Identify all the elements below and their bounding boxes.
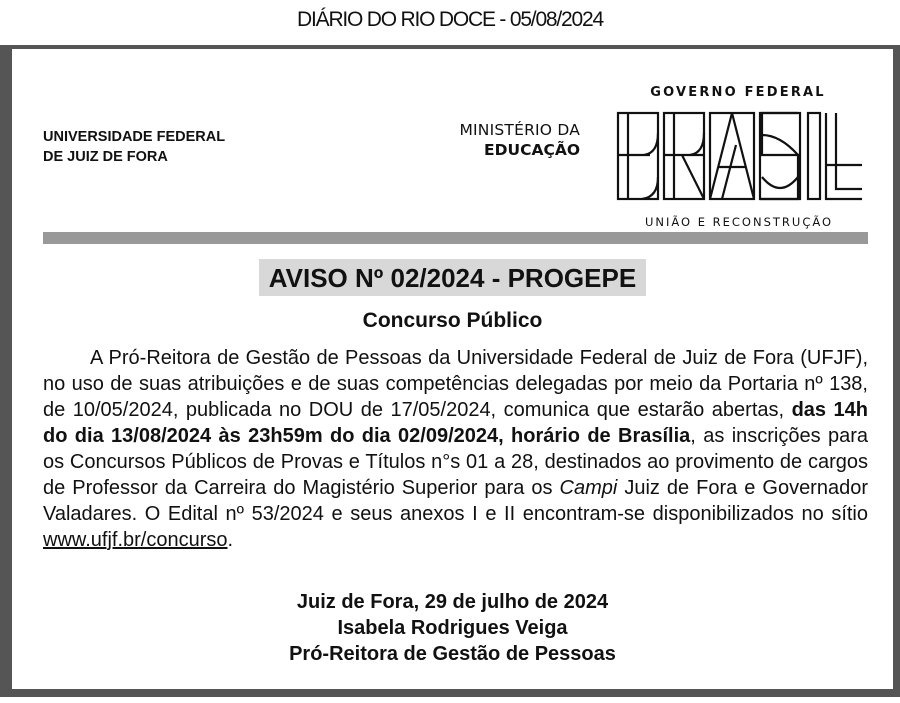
- title-wrap: [12, 259, 893, 296]
- body-part-4: .: [227, 529, 234, 551]
- university-line-1: UNIVERSIDADE FEDERAL: [43, 129, 226, 145]
- notice-body: [43, 345, 868, 553]
- brasil-wordmark-icon: [612, 105, 868, 209]
- notice-sheet: [12, 49, 893, 689]
- signature-role: Pró-Reitora de Gestão de Pessoas: [289, 643, 616, 665]
- notice-title: AVISO Nº 02/2024 - PROGEPE: [259, 259, 646, 296]
- body-italic-campi: Campi: [559, 477, 618, 499]
- logo-top-text: GOVERNO FEDERAL: [650, 85, 826, 100]
- university-line-2: DE JUIZ DE FORA: [43, 149, 168, 165]
- ministry-logo: [432, 120, 580, 160]
- body-bold-dates: das 14h do dia 13/08/2024 às 23h59m do dia 02/09/2024, horário de Brasília: [43, 399, 868, 447]
- body-part-1: A Pró-Reitora de Gestão de Pessoas da Universidade Federal de Juiz de Fora (UFJF), no uso de suas atribuições e de suas competências delegadas por meio da Portaria nº 138, de 10/05/2024, publicada no DOU de 17/05/2024, comunica que estarão abertas,: [43, 347, 868, 421]
- signature-place-date: Juiz de Fora, 29 de julho de 2024: [296, 591, 609, 613]
- university-name: [43, 127, 225, 167]
- body-part-2: , as inscrições para os Concursos Públicos de Provas e Títulos n°s 01 a 28, destinados ao provimento de cargos de Professor da Carreira do Magistério Superior para os: [43, 425, 869, 499]
- logo-bottom-text: UNIÃO E RECONSTRUÇÃO: [644, 215, 834, 229]
- signature-name: Isabela Rodrigues Veiga: [337, 617, 568, 639]
- ministry-line-1: MINISTÉRIO DA: [459, 121, 580, 139]
- ministry-line-2: EDUCAÇÃO: [484, 141, 580, 159]
- governo-federal-logo: [612, 83, 872, 233]
- body-part-3: Juiz de Fora e Governador Valadares. O Edital nº 53/2024 e seus anexos I e II encontram-se disponibilizados no sítio: [43, 477, 868, 525]
- newspaper-masthead: DIÁRIO DO RIO DOCE - 05/08/2024: [297, 8, 603, 31]
- signature-block: [12, 589, 893, 667]
- notice-frame: [0, 45, 900, 697]
- header-divider: [43, 232, 868, 244]
- concurso-link[interactable]: www.ufjf.br/concurso: [43, 529, 228, 551]
- notice-subtitle: Concurso Público: [362, 309, 543, 332]
